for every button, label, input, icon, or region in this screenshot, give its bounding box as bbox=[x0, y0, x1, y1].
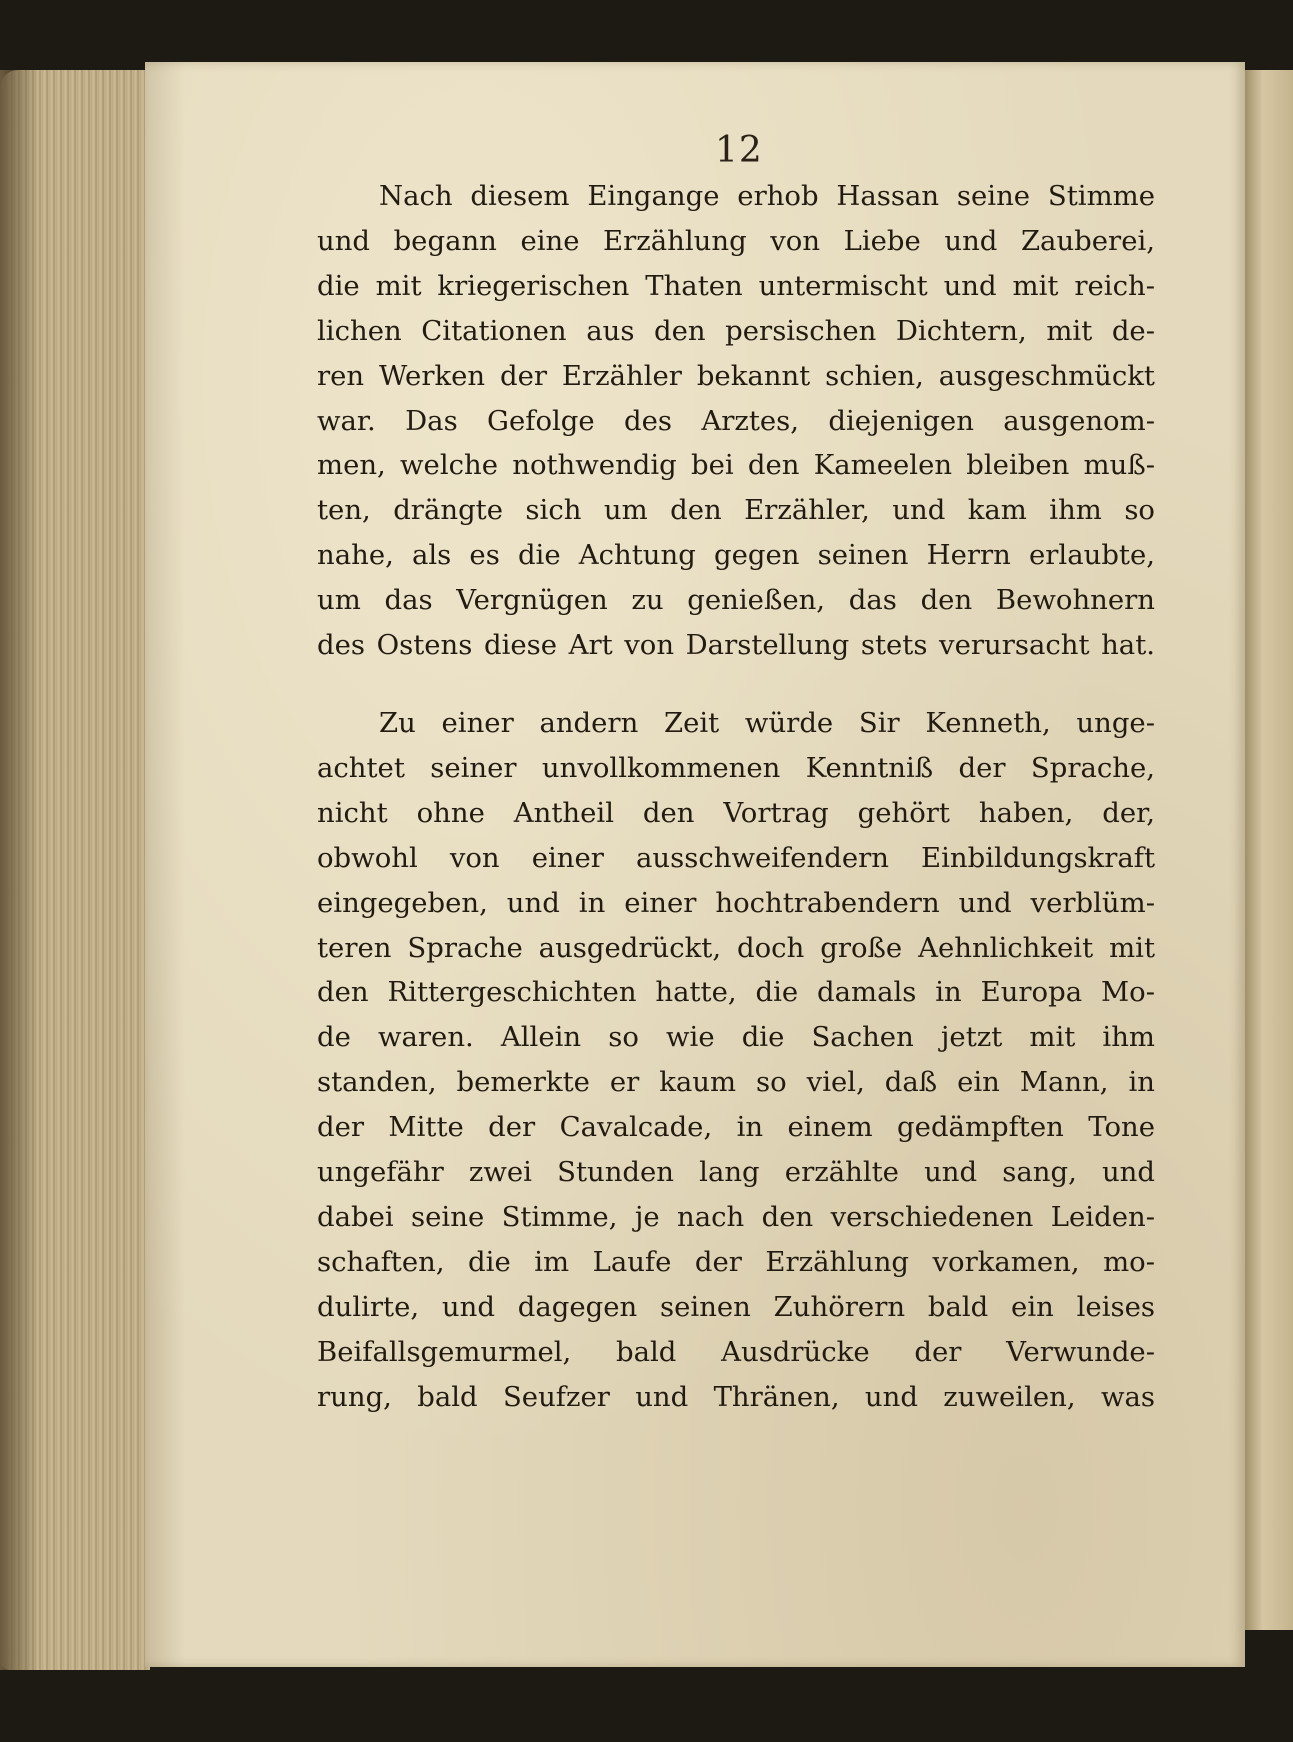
text-line: der Mitte der Cavalcade, in einem gedämpften Tone bbox=[317, 1111, 1155, 1144]
text-line: die mit kriegerischen Thaten untermischt und mit reich- bbox=[317, 269, 1155, 302]
text-line: nicht ohne Antheil den Vortrag gehört haben, der, bbox=[317, 796, 1155, 829]
text-line: dulirte, und dagegen seinen Zuhörern bald ein leises bbox=[317, 1290, 1155, 1323]
text-line: war. Das Gefolge des Arztes, diejenigen ausgenom- bbox=[317, 404, 1155, 437]
text-line: ren Werken der Erzähler bekannt schien, ausgeschmückt bbox=[317, 359, 1155, 392]
text-line: obwohl von einer ausschweifendern Einbildungskraft bbox=[317, 841, 1155, 874]
paragraph-1 bbox=[317, 174, 1155, 668]
text-line: achtet seiner unvollkommenen Kenntniß der Sprache, bbox=[317, 751, 1155, 784]
text-line: Nach diesem Eingange erhob Hassan seine Stimme bbox=[379, 180, 1155, 212]
text-line: dabei seine Stimme, je nach den verschiedenen Leiden- bbox=[317, 1200, 1155, 1233]
text-line: ten, drängte sich um den Erzähler, und kam ihm so bbox=[317, 494, 1155, 527]
right-page-edge bbox=[1243, 70, 1293, 1630]
text-line: um das Vergnügen zu genießen, das den Bewohnern bbox=[317, 584, 1155, 617]
page-number: 12 bbox=[715, 130, 763, 171]
text-line: de waren. Allein so wie die Sachen jetzt mit ihm bbox=[317, 1021, 1155, 1054]
text-line: nahe, als es die Achtung gegen seinen Herrn erlaubte, bbox=[317, 539, 1155, 572]
text-line: den Rittergeschichten hatte, die damals in Europa Mo- bbox=[317, 976, 1155, 1009]
text-line: schaften, die im Laufe der Erzählung vorkamen, mo- bbox=[317, 1245, 1155, 1278]
text-line: des Ostens diese Art von Darstellung stets verursacht hat. bbox=[317, 629, 1155, 662]
book-page bbox=[145, 62, 1245, 1667]
text-line: standen, bemerkte er kaum so viel, daß ein Mann, in bbox=[317, 1066, 1155, 1099]
text-line: eingegeben, und in einer hochtrabendern und verblüm- bbox=[317, 886, 1155, 919]
text-line: teren Sprache ausgedrückt, doch große Aehnlichkeit mit bbox=[317, 931, 1155, 964]
paragraph-2 bbox=[317, 701, 1155, 1420]
text-line: lichen Citationen aus den persischen Dichtern, mit de- bbox=[317, 314, 1155, 347]
text-line: Zu einer andern Zeit würde Sir Kenneth, unge- bbox=[379, 706, 1155, 739]
text-block bbox=[317, 174, 1155, 1419]
text-line: und begann eine Erzählung von Liebe und Zauberei, bbox=[317, 224, 1155, 257]
text-line: ungefähr zwei Stunden lang erzählte und sang, und bbox=[317, 1156, 1155, 1189]
left-page-edges bbox=[0, 70, 150, 1670]
text-line: Beifallsgemurmel, bald Ausdrücke der Verwunde- bbox=[317, 1335, 1155, 1368]
text-line: rung, bald Seufzer und Thränen, und zuweilen, was bbox=[317, 1380, 1155, 1413]
text-line: men, welche nothwendig bei den Kameelen bleiben muß- bbox=[317, 449, 1155, 482]
